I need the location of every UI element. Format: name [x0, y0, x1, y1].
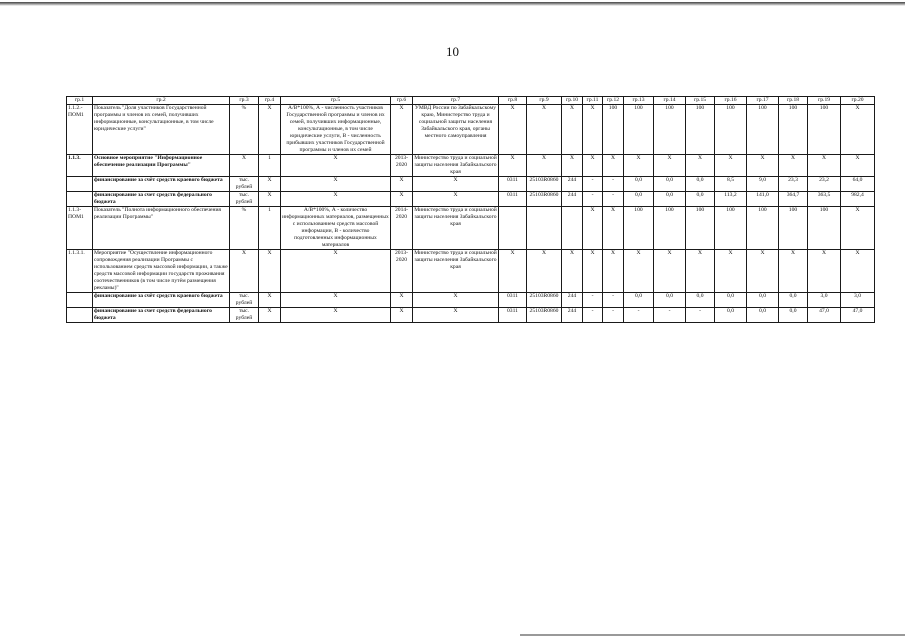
table-cell: 47,0: [841, 307, 875, 322]
table-cell: 100: [779, 206, 808, 249]
table-cell: финансирование за счёт средств краевого бюджета: [93, 176, 230, 191]
table-cell: Х: [281, 292, 391, 307]
table-cell: тыс. рублей: [230, 307, 259, 322]
table-cell: Показатель "Доля участников Государственной программы и членов их семей, получивших информационные, консультационные, в том числе юридические услуги": [93, 104, 230, 154]
table-cell: Х: [779, 249, 808, 292]
table-cell: Х: [413, 292, 499, 307]
table-cell: 25103R0860: [527, 307, 562, 322]
table-cell: [67, 292, 93, 307]
column-header: гр.4: [259, 97, 281, 105]
table-cell: 100: [603, 104, 624, 154]
table-cell: Х: [686, 249, 715, 292]
column-header: гр.3: [230, 97, 259, 105]
table-cell: 0,0: [686, 176, 715, 191]
table-row: [67, 249, 875, 292]
table-cell: 25103R0860: [527, 191, 562, 206]
table-cell: 100: [747, 104, 779, 154]
table-cell: 141,0: [747, 191, 779, 206]
table-cell: [527, 206, 562, 249]
table-cell: Х: [808, 249, 841, 292]
table-cell: 100: [654, 104, 686, 154]
table-cell: Министерство труда и социальной защиты населения Забайкальского края: [413, 206, 499, 249]
table-cell: Х: [259, 104, 281, 154]
column-header: гр.18: [779, 97, 808, 105]
table-cell: 47,0: [808, 307, 841, 322]
table-cell: Х: [391, 104, 413, 154]
table-cell: Мероприятие "Осуществление информационного сопровождения реализации Программы с использованием средств массовой информации, а также средств массовой информации государств проживания соотечественников (в том числе путём размещения рекламы)": [94, 249, 228, 291]
table-cell: -: [603, 292, 624, 307]
table-row: [67, 154, 875, 176]
table-cell: 100: [624, 206, 654, 249]
table-cell: Х: [654, 249, 686, 292]
table-cell: 0,0: [654, 191, 686, 206]
table-row: [67, 176, 875, 191]
table-cell: 0,0: [654, 292, 686, 307]
table-cell: 0,0: [686, 292, 715, 307]
table-cell: 9,0: [747, 176, 779, 191]
scan-border-bottom: [520, 634, 905, 636]
table-cell: Х: [230, 249, 259, 292]
table-cell: 8,5: [715, 176, 747, 191]
table-cell: 1.1.3.1.: [67, 249, 93, 292]
column-header: гр.7: [413, 97, 499, 105]
column-header: гр.12: [603, 97, 624, 105]
table-cell: Х: [562, 104, 583, 154]
table-cell: Х: [391, 191, 413, 206]
table-cell: Х: [527, 104, 562, 154]
table-cell: 1.1.2.-ПОМ1: [67, 104, 93, 154]
table-cell: Х: [603, 154, 624, 176]
table-cell: -: [624, 307, 654, 322]
table-cell: 0,0: [715, 292, 747, 307]
column-header: гр.5: [281, 97, 391, 105]
table-cell: Х: [583, 104, 603, 154]
column-header: гр.15: [686, 97, 715, 105]
table-cell: Х: [747, 154, 779, 176]
table-cell: Х: [562, 154, 583, 176]
table-cell: А/В*100%, А - численность участников Государственной программы и членов их семей, получивших информационные, консультационные, в том числе юридические услуги, В - численность прибывших участников Государственной программы и членов их семей: [281, 104, 391, 154]
table-cell: Х: [230, 154, 259, 176]
table-cell: Х: [413, 307, 499, 322]
column-header: гр.16: [715, 97, 747, 105]
table-cell: Х: [413, 176, 499, 191]
table-cell: 1.1.3.: [67, 154, 93, 176]
scan-border-top: [0, 2, 905, 6]
table-cell: Х: [499, 249, 527, 292]
column-header: гр.14: [654, 97, 686, 105]
column-header: гр.6: [391, 97, 413, 105]
table-cell: -: [603, 176, 624, 191]
table-cell: -: [583, 191, 603, 206]
table-cell: Х: [281, 176, 391, 191]
table-cell: 100: [654, 206, 686, 249]
table-cell: 100: [747, 206, 779, 249]
table-cell: Основное мероприятие "Информационное обеспечение реализации Программы": [93, 154, 230, 176]
table-cell: -: [654, 307, 686, 322]
column-header: гр.2: [93, 97, 230, 105]
table-cell: 100: [808, 104, 841, 154]
table-cell: Х: [499, 154, 527, 176]
table-header-row: [67, 97, 875, 105]
column-header: гр.10: [562, 97, 583, 105]
table-cell: [499, 206, 527, 249]
table-cell: 363,5: [808, 191, 841, 206]
table-cell: 0,0: [624, 191, 654, 206]
table-cell: Х: [527, 249, 562, 292]
table-cell: 0,0: [779, 292, 808, 307]
table-cell: -: [603, 191, 624, 206]
table-cell: 244: [562, 307, 583, 322]
table-cell: Х: [281, 191, 391, 206]
table-cell: Х: [527, 154, 562, 176]
table-cell: Х: [686, 154, 715, 176]
table-cell: Х: [259, 307, 281, 322]
table-cell: Х: [499, 104, 527, 154]
table-cell: [67, 176, 93, 191]
table-cell: Х: [841, 206, 875, 249]
table-cell: 2014-2020: [391, 206, 413, 249]
table-cell: 23,2: [808, 176, 841, 191]
table-cell: -: [686, 307, 715, 322]
table-cell: Х: [583, 154, 603, 176]
table-row: [67, 104, 875, 154]
table-cell: 25103R0860: [527, 176, 562, 191]
column-header: гр.1: [67, 97, 93, 105]
table-cell: Х: [747, 249, 779, 292]
column-header: гр.13: [624, 97, 654, 105]
table-cell: Х: [654, 154, 686, 176]
table-cell: 64,0: [841, 176, 875, 191]
table-cell: Х: [808, 154, 841, 176]
table-cell: [67, 307, 93, 322]
table-cell: 0,0: [779, 307, 808, 322]
table-cell: -: [583, 292, 603, 307]
table-cell: финансирование за счет средств федерального бюджета: [93, 191, 230, 206]
table-cell: 0311: [499, 191, 527, 206]
table-cell: 100: [715, 104, 747, 154]
table-cell: Х: [391, 176, 413, 191]
table-cell: 100: [624, 104, 654, 154]
table-cell: Х: [603, 206, 624, 249]
table-cell: 100: [779, 104, 808, 154]
table-cell: Х: [841, 154, 875, 176]
table-cell: 244: [562, 191, 583, 206]
column-header: гр.20: [841, 97, 875, 105]
table-cell: Х: [715, 154, 747, 176]
table-cell: Х: [841, 104, 875, 154]
table-cell: 0311: [499, 307, 527, 322]
table-cell: 0,0: [715, 307, 747, 322]
table-cell: 982,4: [841, 191, 875, 206]
table-cell: тыс. рублей: [230, 191, 259, 206]
table-cell: %: [230, 206, 259, 249]
table-cell: [562, 206, 583, 249]
table-cell: 1: [259, 206, 281, 249]
page-number: 10: [446, 44, 459, 59]
table-cell: Х: [281, 249, 391, 292]
table-cell: Х: [779, 154, 808, 176]
table-cell: 0,0: [654, 176, 686, 191]
table-cell: %: [230, 104, 259, 154]
table-cell: финансирование за счет средств федерального бюджета: [93, 307, 230, 322]
table-cell: Х: [603, 249, 624, 292]
table-cell: Х: [391, 307, 413, 322]
table-cell: -: [603, 307, 624, 322]
table-cell: 113,2: [715, 191, 747, 206]
table-cell: 23,3: [779, 176, 808, 191]
table-cell: Министерство труда и социальной защиты населения Забайкальского края: [414, 154, 497, 175]
table-cell: 100: [686, 104, 715, 154]
table-cell: 3,0: [841, 292, 875, 307]
column-header: гр.19: [808, 97, 841, 105]
table-cell: Х: [281, 307, 391, 322]
table-cell: 244: [562, 292, 583, 307]
table-cell: Х: [259, 292, 281, 307]
table-cell: 0311: [499, 176, 527, 191]
table-row: [67, 292, 875, 307]
table-cell: 244: [562, 176, 583, 191]
table-cell: Министерство труда и социальной защиты населения Забайкальского края: [413, 249, 499, 292]
column-header: гр.8: [499, 97, 527, 105]
table-cell: Показатель "Полнота информационного обеспечения реализации Программы": [93, 206, 230, 249]
table-cell: Х: [841, 249, 875, 292]
table-cell: УМВД России по Забайкальскому краю, Министерство труда и социальной защиты населения Забайкальского края, органы местного самоуправления: [413, 104, 499, 154]
table-row: [67, 206, 875, 249]
table-cell: Х: [281, 154, 391, 176]
program-table: [66, 96, 875, 323]
table-cell: Х: [715, 249, 747, 292]
table-cell: тыс. рублей: [230, 176, 259, 191]
table-cell: Х: [583, 206, 603, 249]
table-cell: 0,0: [686, 191, 715, 206]
table-cell: Х: [413, 191, 499, 206]
table-cell: Х: [391, 292, 413, 307]
table-cell: 100: [808, 206, 841, 249]
table-cell: Х: [562, 249, 583, 292]
table-cell: А/В*100%, А - количество информационных материалов, размещенных с использованием средств массовой информации, В - количество подготовленных информационных материалов: [282, 206, 389, 248]
table-cell: Х: [624, 249, 654, 292]
table-cell: тыс. рублей: [230, 292, 259, 307]
column-header: гр.11: [583, 97, 603, 105]
table-cell: -: [583, 176, 603, 191]
table-cell: 2013-2020: [391, 249, 413, 292]
table-row: [67, 307, 875, 322]
table-cell: 2013-2020: [391, 154, 413, 176]
table-cell: -: [583, 307, 603, 322]
table-cell: 100: [686, 206, 715, 249]
table-cell: 0,0: [624, 176, 654, 191]
table-cell: Х: [583, 249, 603, 292]
table-cell: [67, 191, 93, 206]
table-cell: 3,0: [808, 292, 841, 307]
table-cell: Х: [259, 249, 281, 292]
column-header: гр.9: [527, 97, 562, 105]
table-cell: Х: [624, 154, 654, 176]
table-cell: Х: [259, 176, 281, 191]
table-cell: финансирование за счёт средств краевого бюджета: [93, 292, 230, 307]
table-cell: 0311: [499, 292, 527, 307]
table-cell: Х: [259, 191, 281, 206]
table-cell: 1: [259, 154, 281, 176]
table-row: [67, 191, 875, 206]
table-cell: 364,7: [779, 191, 808, 206]
table-cell: 25103R0860: [527, 292, 562, 307]
table-cell: 0,0: [747, 292, 779, 307]
table-cell: 0,0: [747, 307, 779, 322]
table-cell: 100: [715, 206, 747, 249]
table-cell: 0,0: [624, 292, 654, 307]
column-header: гр.17: [747, 97, 779, 105]
table-cell: 1.1.3-ПОМ1: [67, 206, 93, 249]
